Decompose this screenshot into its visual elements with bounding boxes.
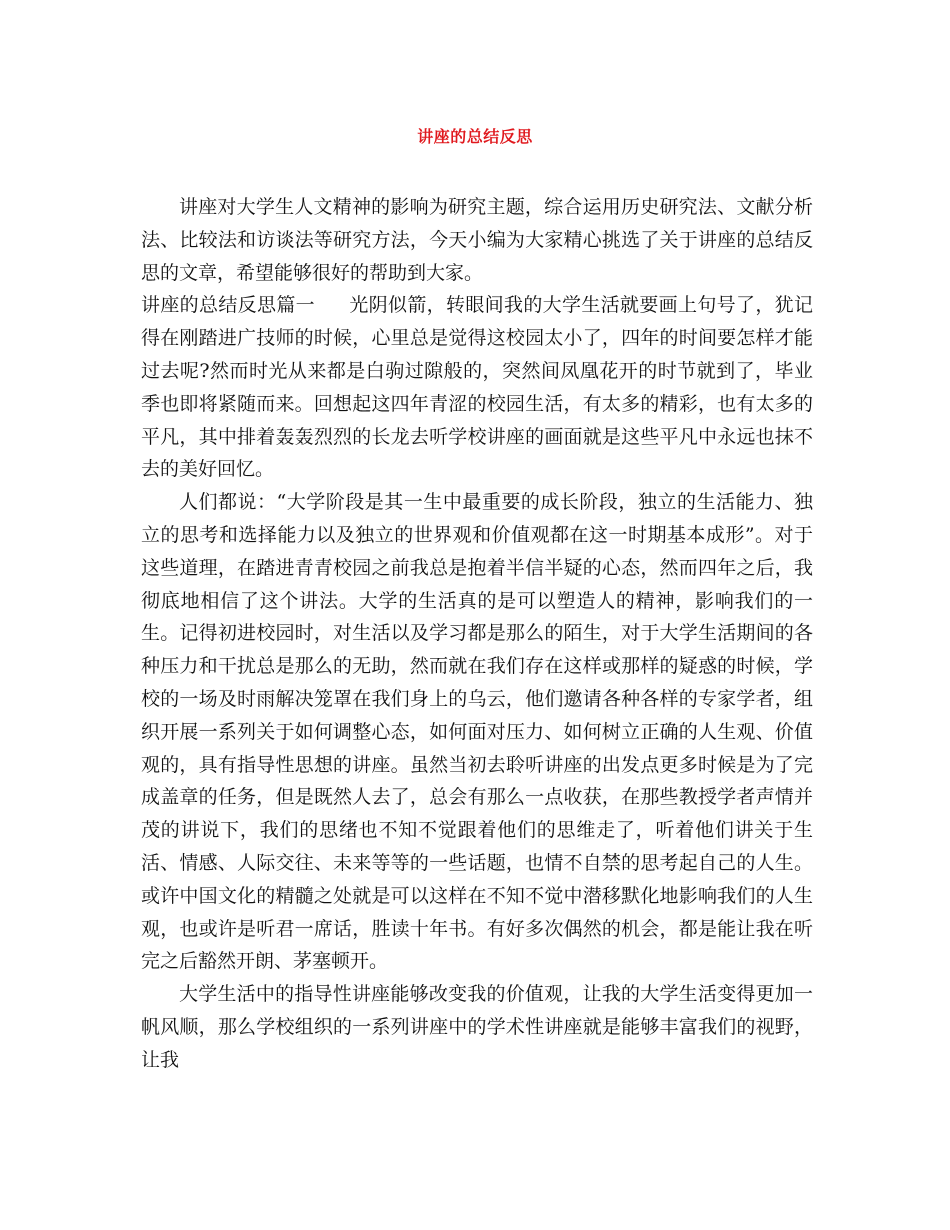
intro-paragraph: 讲座对大学生人文精神的影响为研究主题，综合运用历史研究法、文献分析法、比较法和访谈法等研究方法，今天小编为大家精心挑选了关于讲座的总结反思的文章，希望能够很好的帮助到大家。 — [141, 196, 813, 284]
paragraph-3: 大学生活中的指导性讲座能够改变我的价值观，让我的大学生活变得更加一帆风顺，那么学校组织的一系列讲座中的学术性讲座就是能够丰富我们的视野，让我 — [141, 983, 813, 1071]
section1-heading: 讲座的总结反思篇一 — [141, 294, 315, 317]
section1-text: 光阴似箭，转眼间我的大学生活就要画上句号了，犹记得在刚踏进广技师的时候，心里总是觉得这校园太小了，四年的时间要怎样才能过去呢?然而时光从来都是白驹过隙般的，突然间凤凰花开的时节就到了，毕业季也即将紧随而来。回想起这四年青涩的校园生活，有太多的精彩，也有太多的平凡，其中排着轰轰烈烈的长龙去听学校讲座的画面就是这些平凡中永远也抹不去的美好回忆。 — [141, 294, 813, 481]
document-body — [141, 191, 813, 1077]
paragraph-2: 人们都说：“大学阶段是其一生中最重要的成长阶段，独立的生活能力、独立的思考和选择能力以及独立的世界观和价值观都在这一时期基本成形”。对于这些道理，在踏进青青校园之前我总是抱着半信半疑的心态，然而四年之后，我彻底地相信了这个讲法。大学的生活真的是可以塑造人的精神，影响我们的一生。记得初进校园时，对生活以及学习都是那么的陌生，对于大学生活期间的各种压力和干扰总是那么的无助，然而就在我们存在这样或那样的疑惑的时候，学校的一场及时雨解决笼罩在我们身上的乌云，他们邀请各种各样的专家学者，组织开展一系列关于如何调整心态，如何面对压力、如何树立正确的人生观、价值观的，具有指导性思想的讲座。虽然当初去聆听讲座的出发点更多时候是为了完成盖章的任务，但是既然人去了，总会有那么一点收获，在那些教授学者声情并茂的讲说下，我们的思绪也不知不觉跟着他们的思维走了，听着他们讲关于生活、情感、人际交往、未来等等的一些话题，也情不自禁的思考起自己的人生。或许中国文化的精髓之处就是可以这样在不知不觉中潜移默化地影响我们的人生观，也或许是听君一席话，胜读十年书。有好多次偶然的机会，都是能让我在听完之后豁然开朗、茅塞顿开。 — [141, 491, 813, 973]
section1-paragraph — [141, 289, 813, 486]
document-title: 讲座的总结反思 — [417, 127, 533, 146]
